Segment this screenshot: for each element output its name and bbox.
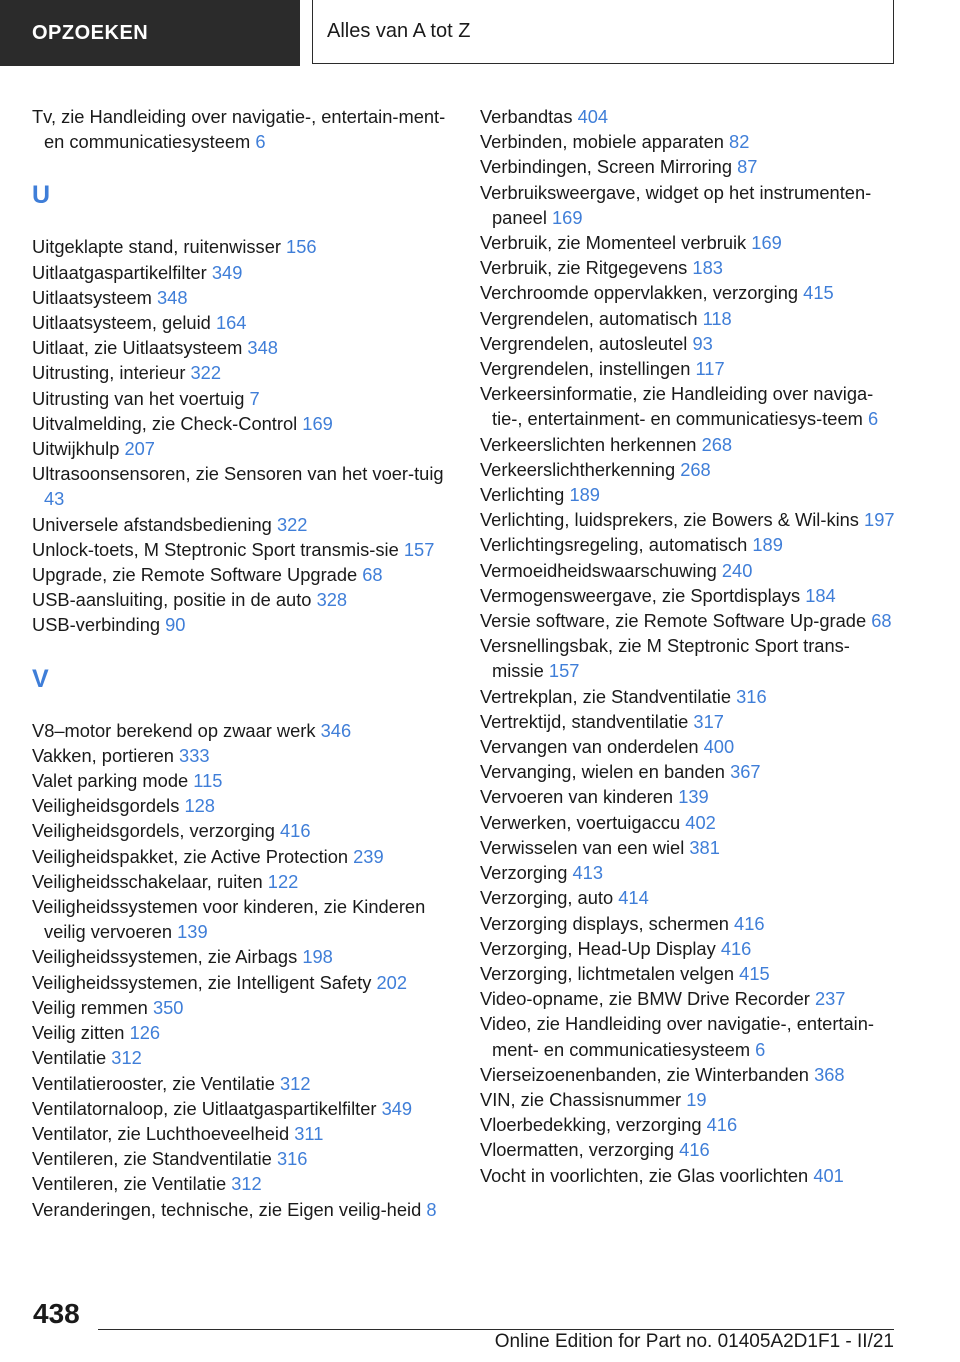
page-reference-link[interactable]: 268 <box>680 458 711 480</box>
page-reference-link[interactable]: 416 <box>734 912 765 934</box>
index-entry <box>32 995 447 1020</box>
index-entry <box>480 885 900 910</box>
index-entry <box>32 234 447 259</box>
index-entry <box>480 255 900 280</box>
index-entry-text: Uitlaat, zie Uitlaatsysteem <box>32 337 243 359</box>
page-reference-link[interactable]: 139 <box>177 921 208 943</box>
page-reference-link[interactable]: 189 <box>569 484 600 506</box>
index-entry <box>32 285 447 310</box>
page-reference-link[interactable]: 317 <box>693 710 724 732</box>
page-reference-link[interactable]: 90 <box>165 614 186 636</box>
index-entry <box>480 734 900 759</box>
index-entry-text: Verlichting, luidsprekers, zie Bowers & Wil-kins <box>480 509 859 531</box>
index-entry-text: Vermoeidheidswaarschuwing <box>480 559 717 581</box>
index-entry-text: Veiligheidsgordels, verzorging <box>32 820 275 842</box>
page-reference-link[interactable]: 189 <box>752 534 783 556</box>
index-entry <box>480 154 900 179</box>
index-entry <box>480 583 900 608</box>
page-reference-link[interactable]: 6 <box>755 1038 766 1060</box>
page-reference-link[interactable]: 401 <box>813 1164 844 1186</box>
index-entry-text: Veranderingen, technische, zie Eigen veilig-heid <box>32 1198 422 1220</box>
page-reference-link[interactable]: 169 <box>751 232 782 254</box>
index-entry <box>32 260 447 285</box>
index-entry-text: Uitrusting, interieur <box>32 362 186 384</box>
page-reference-link[interactable]: 6 <box>255 131 266 153</box>
page-reference-link[interactable]: 348 <box>156 286 188 308</box>
index-entry-text: Upgrade, zie Remote Software Upgrade <box>32 564 358 586</box>
index-entry <box>32 1071 447 1096</box>
index-entry-text: V8–motor berekend op zwaar werk <box>32 719 316 741</box>
index-entry-text: Vervanging, wielen en banden <box>480 761 725 783</box>
index-entry <box>480 432 900 457</box>
index-entry <box>32 512 447 537</box>
page-reference-link[interactable]: 6 <box>867 408 879 430</box>
index-entry-text: Verzorging, Head-Up Display <box>480 937 716 959</box>
index-entry-text: Verbruiksweergave, widget op het instrumenten-paneel <box>480 181 872 228</box>
page-reference-link[interactable]: 184 <box>805 584 836 606</box>
page-reference-link[interactable]: 157 <box>403 538 435 560</box>
index-entry-text: VIN, zie Chassisnummer <box>480 1088 682 1110</box>
index-entry-text: Verlichtingsregeling, automatisch <box>480 534 748 556</box>
index-entry-text: Veiligheidsgordels <box>32 795 180 817</box>
index-entry <box>32 844 447 869</box>
index-entry-text: Verzorging, auto <box>480 887 614 909</box>
index-entry <box>480 230 900 255</box>
page-reference-link[interactable]: 122 <box>267 870 299 892</box>
index-entry-text: Versnellingsbak, zie M Steptronic Sport trans-missie <box>480 635 850 682</box>
index-entry <box>32 869 447 894</box>
index-entry-text: Veilig zitten <box>32 1022 125 1044</box>
index-entry-text: Ventilator, zie Luchthoeveelheid <box>32 1122 290 1144</box>
index-entry-text: Vloerbedekking, verzorging <box>480 1114 702 1136</box>
index-entry <box>480 482 900 507</box>
page-reference-link[interactable]: 368 <box>814 1063 845 1085</box>
page-reference-link[interactable]: 349 <box>211 261 243 283</box>
index-entry <box>480 356 900 381</box>
index-entry-text: Vertrektijd, standventilatie <box>480 710 689 732</box>
page-reference-link[interactable]: 416 <box>720 937 752 959</box>
page-reference-link[interactable]: 381 <box>689 836 720 858</box>
index-entry <box>480 633 900 683</box>
index-entry-text: Versie software, zie Remote Software Up-grade <box>480 610 867 632</box>
page-reference-link[interactable]: 68 <box>871 610 892 632</box>
index-entry <box>480 835 900 860</box>
index-entry-text: Ventilatie <box>32 1047 107 1069</box>
section-tab <box>0 0 300 66</box>
index-entry <box>32 743 447 768</box>
index-entry-text: Vergrendelen, automatisch <box>480 307 698 329</box>
index-entry-text: Uitrusting van het voertuig <box>32 387 245 409</box>
index-entry-text: Veiligheidssystemen, zie Airbags <box>32 946 298 968</box>
index-letter-heading: V <box>32 664 49 693</box>
index-entry <box>32 104 447 154</box>
page-reference-link[interactable]: 416 <box>679 1139 710 1161</box>
index-entry <box>32 612 447 637</box>
page-reference-link[interactable]: 183 <box>692 257 723 279</box>
index-entry-text: Veiligheidssystemen, zie Intelligent Safety <box>32 971 372 993</box>
page-reference-link[interactable]: 68 <box>362 564 383 586</box>
index-column-right <box>480 104 900 1188</box>
page-reference-link[interactable]: 43 <box>44 488 65 510</box>
index-entry <box>32 411 447 436</box>
index-entry-text: Ultrasoonsensoren, zie Sensoren van het voer-tuig <box>32 463 444 485</box>
index-entry-text: Verwisselen van een wiel <box>480 836 685 858</box>
index-entry-text: USB-aansluiting, positie in de auto <box>32 589 312 611</box>
index-entry <box>480 1011 900 1061</box>
page-reference-link[interactable]: 164 <box>215 312 247 334</box>
index-entry <box>480 1163 900 1188</box>
index-entry-text: Ventileren, zie Ventilatie <box>32 1173 227 1195</box>
index-entry-text: Verlichting <box>480 484 565 506</box>
chapter-title: Alles van A tot Z <box>327 20 471 42</box>
index-entry-text: Vocht in voorlichten, zie Glas voorlichten <box>480 1164 809 1186</box>
index-entry <box>32 970 447 995</box>
index-entry <box>480 1062 900 1087</box>
index-entry-text: Verwerken, voertuigaccu <box>480 811 681 833</box>
page-reference-link[interactable]: 93 <box>692 332 713 354</box>
index-entry-text: Uitgeklapte stand, ruitenwisser <box>32 236 281 258</box>
page-reference-link[interactable]: 316 <box>276 1148 308 1170</box>
page-reference-link[interactable]: 7 <box>249 387 260 409</box>
index-letter-heading: U <box>32 181 51 210</box>
index-entry-text: Verbinden, mobiele apparaten <box>480 131 724 153</box>
page-reference-link[interactable]: 312 <box>111 1047 142 1069</box>
index-entry <box>480 986 900 1011</box>
chapter-title-box <box>312 0 894 64</box>
index-entry <box>32 1171 447 1196</box>
page-reference-link[interactable]: 322 <box>190 362 222 384</box>
index-entry-text: Vakken, portieren <box>32 744 174 766</box>
index-entry-text: Vierseizoenenbanden, zie Winterbanden <box>480 1063 809 1085</box>
page-reference-link[interactable]: 316 <box>736 685 767 707</box>
index-entry <box>32 310 447 335</box>
index-entry <box>480 1137 900 1162</box>
index-entry-text: Vergrendelen, instellingen <box>480 358 691 380</box>
index-entry-text: Ventilatierooster, zie Ventilatie <box>32 1072 275 1094</box>
index-entry <box>480 331 900 356</box>
index-entry-text: Vergrendelen, autosleutel <box>480 332 688 354</box>
index-entry-text: Verkeersinformatie, zie Handleiding over naviga-tie-, entertainment- en communicatiesys-teem <box>480 383 874 430</box>
index-entry <box>480 280 900 305</box>
index-entry <box>480 936 900 961</box>
index-entry <box>32 1045 447 1070</box>
index-entry <box>480 810 900 835</box>
index-entry <box>32 793 447 818</box>
index-entry-text: Ventilatornaloop, zie Uitlaatgaspartikelfilter <box>32 1097 377 1119</box>
page-reference-link[interactable]: 128 <box>184 795 215 817</box>
page-number: 438 <box>33 1298 80 1329</box>
index-entry <box>32 1121 447 1146</box>
index-entry-text: Veiligheidssystemen voor kinderen, zie Kinderen veilig vervoeren <box>32 896 426 943</box>
index-entry-text: Ventileren, zie Standventilatie <box>32 1148 272 1170</box>
index-entry-text: Veiligheidspakket, zie Active Protection <box>32 845 349 867</box>
index-entry <box>32 1146 447 1171</box>
index-entry-text: Veilig remmen <box>32 996 148 1018</box>
index-entry <box>32 768 447 793</box>
index-entry <box>480 860 900 885</box>
index-entry <box>480 759 900 784</box>
footer-rule <box>98 1329 894 1330</box>
page-reference-link[interactable]: 367 <box>730 761 761 783</box>
index-entry <box>32 386 447 411</box>
page-reference-link[interactable]: 202 <box>376 971 408 993</box>
page-reference-link[interactable]: 346 <box>320 719 352 741</box>
page-reference-link[interactable]: 169 <box>302 412 333 434</box>
index-entry <box>480 507 900 532</box>
page-reference-link[interactable]: 82 <box>729 131 750 153</box>
index-entry <box>480 532 900 557</box>
page-reference-link[interactable]: 268 <box>701 433 733 455</box>
index-entry-text: Unlock-toets, M Steptronic Sport transmis-sie <box>32 538 399 560</box>
index-entry-text: Vloermatten, verzorging <box>480 1139 675 1161</box>
index-entry-text: Vertrekplan, zie Standventilatie <box>480 685 732 707</box>
index-entry-text: Video-opname, zie BMW Drive Recorder <box>480 988 810 1010</box>
page-reference-link[interactable]: 328 <box>316 589 348 611</box>
index-entry-text: Verkeerslichtherkenning <box>480 458 676 480</box>
page-reference-link[interactable]: 416 <box>706 1114 738 1136</box>
index-entry <box>32 1020 447 1045</box>
index-entry <box>480 961 900 986</box>
page-reference-link[interactable]: 169 <box>552 206 583 228</box>
index-entry <box>480 457 900 482</box>
page-reference-link[interactable]: 312 <box>279 1072 311 1094</box>
page-reference-link[interactable]: 156 <box>286 236 317 258</box>
index-entry-text: Video, zie Handleiding over navigatie-, entertain-ment- en communicatiesysteem <box>480 1013 874 1060</box>
page-reference-link[interactable]: 414 <box>618 887 649 909</box>
index-column-left <box>32 104 447 1222</box>
page-reference-link[interactable]: 415 <box>803 282 834 304</box>
index-entry <box>480 558 900 583</box>
index-entry <box>32 894 447 944</box>
page-reference-link[interactable]: 415 <box>739 962 770 984</box>
index-entry <box>480 1087 900 1112</box>
page-reference-link[interactable]: 19 <box>686 1088 707 1110</box>
page-reference-link[interactable]: 197 <box>864 509 895 531</box>
index-entry <box>32 718 447 743</box>
index-entry-text: Uitlaatsysteem <box>32 286 152 308</box>
page-reference-link[interactable]: 237 <box>814 988 846 1010</box>
index-entry-text: Veiligheidsschakelaar, ruiten <box>32 870 263 892</box>
index-entry <box>32 360 447 385</box>
page-reference-link[interactable]: 348 <box>247 337 278 359</box>
page-reference-link[interactable]: 402 <box>685 811 716 833</box>
index-entry <box>32 587 447 612</box>
index-entry-text: Verkeerslichten herkennen <box>480 433 697 455</box>
index-entry <box>32 562 447 587</box>
index-entry-text: Uitwijkhulp <box>32 438 120 460</box>
index-entry <box>480 381 900 431</box>
index-entry-text: Vermogensweergave, zie Sportdisplays <box>480 584 801 606</box>
page-reference-link[interactable]: 198 <box>302 946 333 968</box>
page-reference-link[interactable]: 404 <box>577 106 609 127</box>
index-entry-text: Verbruik, zie Ritgegevens <box>480 257 688 279</box>
index-entry-text: Universele afstandsbediening <box>32 513 272 535</box>
page-reference-link[interactable]: 333 <box>179 744 210 766</box>
index-entry <box>480 1112 900 1137</box>
index-entry-text: Vervoeren van kinderen <box>480 786 674 808</box>
index-entry-text: Uitlaatsysteem, geluid <box>32 312 211 334</box>
page-reference-link[interactable]: 8 <box>426 1198 437 1220</box>
index-entry <box>32 335 447 360</box>
index-entry <box>480 608 900 633</box>
index-entry-text: USB-verbinding <box>32 614 161 636</box>
index-entry <box>32 461 447 511</box>
index-entry-text: Verbandtas <box>480 106 573 127</box>
page-reference-link[interactable]: 126 <box>129 1022 161 1044</box>
index-entry-text: Verzorging <box>480 862 568 884</box>
index-entry <box>480 180 900 230</box>
index-entry <box>480 684 900 709</box>
index-entry <box>32 537 447 562</box>
page-reference-link[interactable]: 350 <box>152 996 184 1018</box>
index-entry <box>32 818 447 843</box>
index-entry <box>480 709 900 734</box>
index-entry-text: Verzorging, lichtmetalen velgen <box>480 962 735 984</box>
index-entry-text: Verbindingen, Screen Mirroring <box>480 156 733 178</box>
page-reference-link[interactable]: 87 <box>737 156 758 178</box>
page-reference-link[interactable]: 311 <box>294 1122 324 1144</box>
index-entry-text: Verchroomde oppervlakken, verzorging <box>480 282 799 304</box>
page-reference-link[interactable]: 240 <box>721 559 753 581</box>
page-reference-link[interactable]: 207 <box>124 438 155 460</box>
index-entry-text: Valet parking mode <box>32 770 189 792</box>
page-reference-link[interactable]: 239 <box>353 845 384 867</box>
page-reference-link[interactable]: 115 <box>193 770 223 792</box>
page-reference-link[interactable]: 157 <box>548 660 580 682</box>
index-entry <box>32 1197 447 1222</box>
section-label: OPZOEKEN <box>32 21 149 44</box>
page-reference-link[interactable]: 322 <box>276 513 308 535</box>
index-entry <box>32 436 447 461</box>
index-entry-text: Uitvalmelding, zie Check-Control <box>32 412 298 434</box>
page-reference-link[interactable]: 139 <box>678 786 709 808</box>
page-reference-link[interactable]: 416 <box>279 820 311 842</box>
index-entry <box>32 1096 447 1121</box>
index-entry <box>480 784 900 809</box>
index-entry <box>480 129 900 154</box>
edition-note: Online Edition for Part no. 01405A2D1F1 - II/21 <box>494 1331 894 1352</box>
index-entry <box>480 306 900 331</box>
page-reference-link[interactable]: 312 <box>231 1173 262 1195</box>
index-entry-text: Verzorging displays, schermen <box>480 912 729 934</box>
page-reference-link[interactable]: 117 <box>695 358 725 380</box>
index-entry <box>32 944 447 969</box>
page-reference-link[interactable]: 349 <box>381 1097 413 1119</box>
index-entry-text: Tv, zie Handleiding over navigatie-, entertain-ment- en communicatiesysteem <box>32 106 446 153</box>
index-entry <box>480 104 900 129</box>
page-reference-link[interactable]: 118 <box>702 307 732 329</box>
page-reference-link[interactable]: 413 <box>572 862 604 884</box>
index-entry-text: Verbruik, zie Momenteel verbruik <box>480 232 747 254</box>
index-entry-text: Vervangen van onderdelen <box>480 736 699 758</box>
index-entry <box>480 911 900 936</box>
index-entry-text: Uitlaatgaspartikelfilter <box>32 261 207 283</box>
page-reference-link[interactable]: 400 <box>703 736 735 758</box>
